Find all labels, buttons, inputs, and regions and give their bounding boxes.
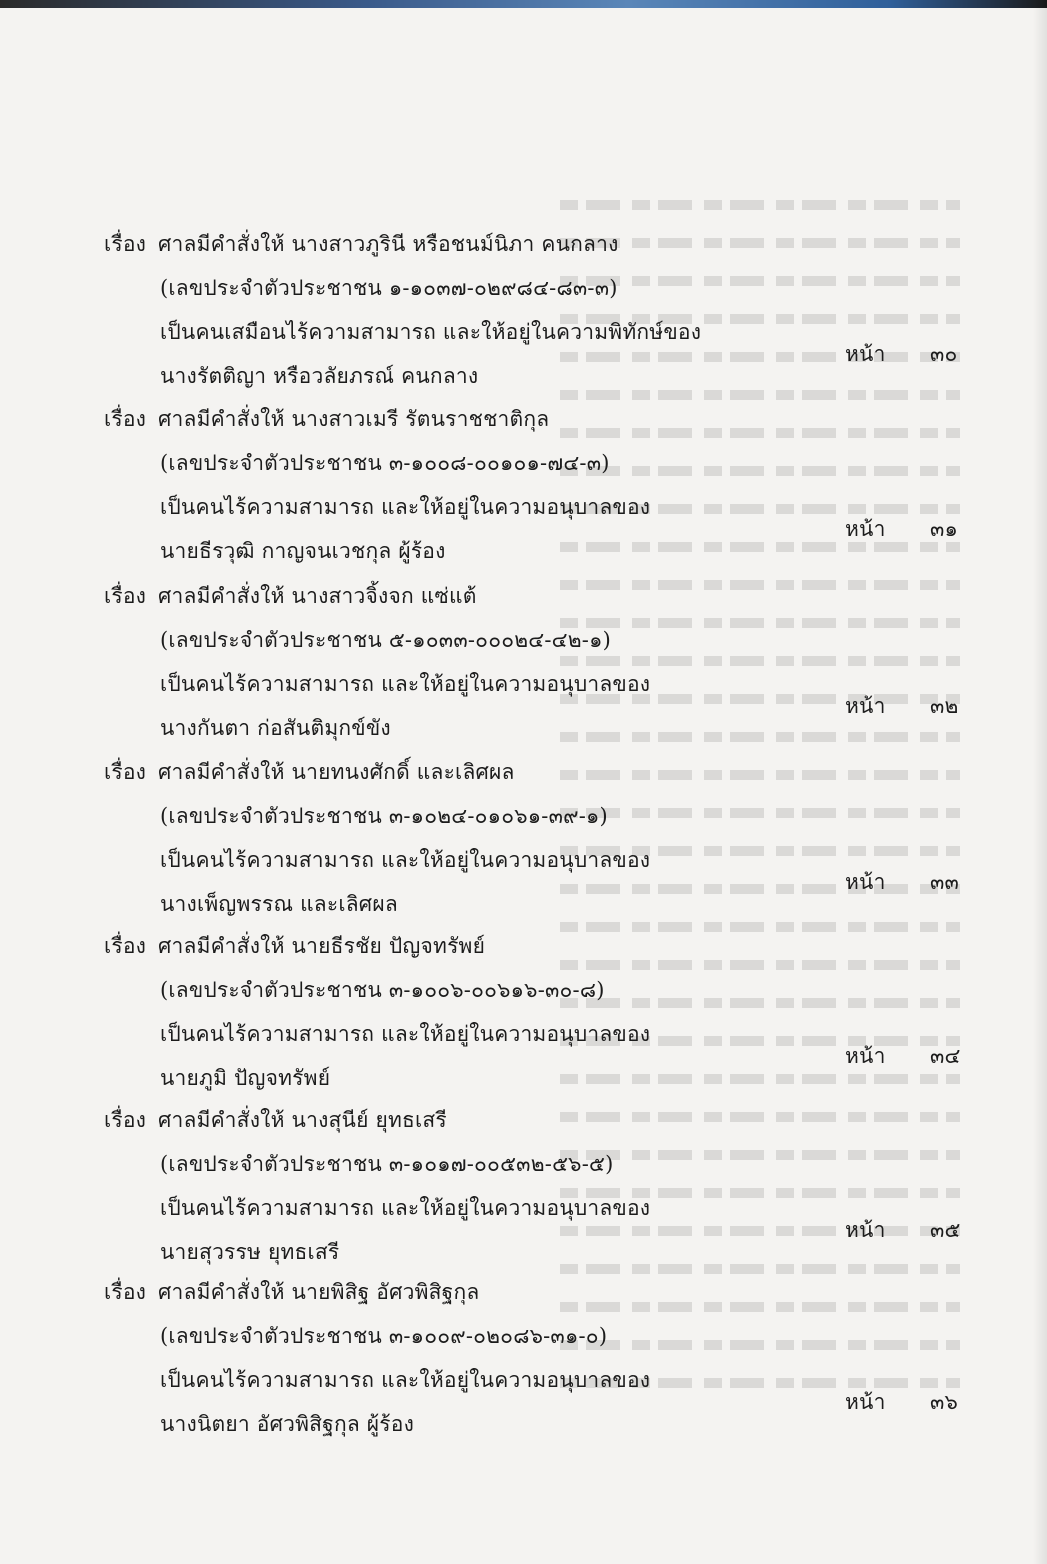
guardian-text: นางเพ็ญพรรณ และเลิศผล: [160, 892, 398, 916]
page-label: หน้า: [845, 517, 886, 541]
page-number: ๓๖: [930, 1390, 959, 1414]
entry-35: [0, 1104, 1047, 1278]
entry-33: [0, 756, 1047, 930]
citizen-id: (เลขประจำตัวประชาชน ๓-๑๐๐๖-๐๐๖๑๖-๓๐-๘): [160, 978, 605, 1002]
status-text: เป็นคนไร้ความสามารถ และให้อยู่ในความอนุบาลของ: [160, 672, 651, 696]
subject-text: ศาลมีคำสั่งให้ นางสาวจิ้งจก แซ่แต้: [158, 584, 477, 608]
page-number: ๓๒: [930, 694, 959, 718]
subject-label: เรื่อง: [104, 760, 147, 784]
subject-text: ศาลมีคำสั่งให้ นายธีรชัย ปัญจทรัพย์: [158, 934, 486, 958]
subject-label: เรื่อง: [104, 407, 147, 431]
subject-label: เรื่อง: [104, 584, 147, 608]
page-label: หน้า: [845, 1218, 886, 1242]
subject-text: ศาลมีคำสั่งให้ นายพิสิฐ อัศวพิสิฐกุล: [158, 1280, 480, 1304]
subject-text: ศาลมีคำสั่งให้ นางสุนีย์ ยุทธเสรี: [158, 1108, 447, 1132]
page-label: หน้า: [845, 694, 886, 718]
status-text: เป็นคนเสมือนไร้ความสามารถ และให้อยู่ในความพิทักษ์ของ: [160, 320, 702, 344]
entry-31: [0, 403, 1047, 577]
page-label: หน้า: [845, 1390, 886, 1414]
page-label: หน้า: [845, 870, 886, 894]
page-number: ๓๕: [930, 1218, 961, 1242]
citizen-id: (เลขประจำตัวประชาชน ๓-๑๐๑๗-๐๐๕๓๒-๕๖-๕): [160, 1152, 614, 1176]
page-number: ๓๔: [930, 1044, 961, 1068]
citizen-id: (เลขประจำตัวประชาชน ๓-๑๐๐๙-๐๒๐๘๖-๓๑-๐): [160, 1324, 608, 1348]
status-text: เป็นคนไร้ความสามารถ และให้อยู่ในความอนุบาลของ: [160, 495, 651, 519]
status-text: เป็นคนไร้ความสามารถ และให้อยู่ในความอนุบาลของ: [160, 848, 651, 872]
status-text: เป็นคนไร้ความสามารถ และให้อยู่ในความอนุบาลของ: [160, 1022, 651, 1046]
status-text: เป็นคนไร้ความสามารถ และให้อยู่ในความอนุบาลของ: [160, 1196, 651, 1220]
subject-label: เรื่อง: [104, 934, 147, 958]
guardian-text: นายสุวรรษ ยุทธเสรี: [160, 1240, 340, 1264]
guardian-text: นายภูมิ ปัญจทรัพย์: [160, 1066, 331, 1090]
citizen-id: (เลขประจำตัวประชาชน ๓-๑๐๐๘-๐๐๑๐๑-๗๔-๓): [160, 451, 610, 475]
status-text: เป็นคนไร้ความสามารถ และให้อยู่ในความอนุบาลของ: [160, 1368, 651, 1392]
subject-label: เรื่อง: [104, 1280, 147, 1304]
citizen-id: (เลขประจำตัวประชาชน ๓-๑๐๒๔-๐๑๐๖๑-๓๙-๑): [160, 804, 608, 828]
page-label: หน้า: [845, 1044, 886, 1068]
citizen-id: (เลขประจำตัวประชาชน ๕-๑๐๓๓-๐๐๐๒๔-๔๒-๑): [160, 628, 612, 652]
guardian-text: นางรัตติญา หรือวลัยภรณ์ คนกลาง: [160, 364, 479, 388]
entry-30: [0, 228, 1047, 402]
guardian-text: นางกันตา ก่อสันติมุกข์ขัง: [160, 716, 391, 740]
subject-text: ศาลมีคำสั่งให้ นายทนงศักดิ์ และเลิศผล: [158, 760, 515, 784]
page-label: หน้า: [845, 342, 886, 366]
page-number: ๓๑: [930, 517, 959, 541]
subject-label: เรื่อง: [104, 1108, 147, 1132]
subject-label: เรื่อง: [104, 232, 147, 256]
page-number: ๓๓: [930, 870, 960, 894]
page-number: ๓๐: [930, 342, 958, 366]
entry-34: [0, 930, 1047, 1104]
top-edge-band: [0, 0, 1047, 8]
guardian-text: นางนิตยา อัศวพิสิฐกุล ผู้ร้อง: [160, 1412, 415, 1436]
citizen-id: (เลขประจำตัวประชาชน ๑-๑๐๓๗-๐๒๙๘๔-๘๓-๓): [160, 276, 618, 300]
entry-36: [0, 1276, 1047, 1450]
subject-text: ศาลมีคำสั่งให้ นางสาวเมรี รัตนราชชาติกุล: [158, 407, 550, 431]
entry-32: [0, 580, 1047, 754]
guardian-text: นายธีรวุฒิ กาญจนเวชกุล ผู้ร้อง: [160, 539, 446, 563]
subject-text: ศาลมีคำสั่งให้ นางสาวภูรินี หรือชนม์นิภา คนกลาง: [158, 232, 619, 256]
